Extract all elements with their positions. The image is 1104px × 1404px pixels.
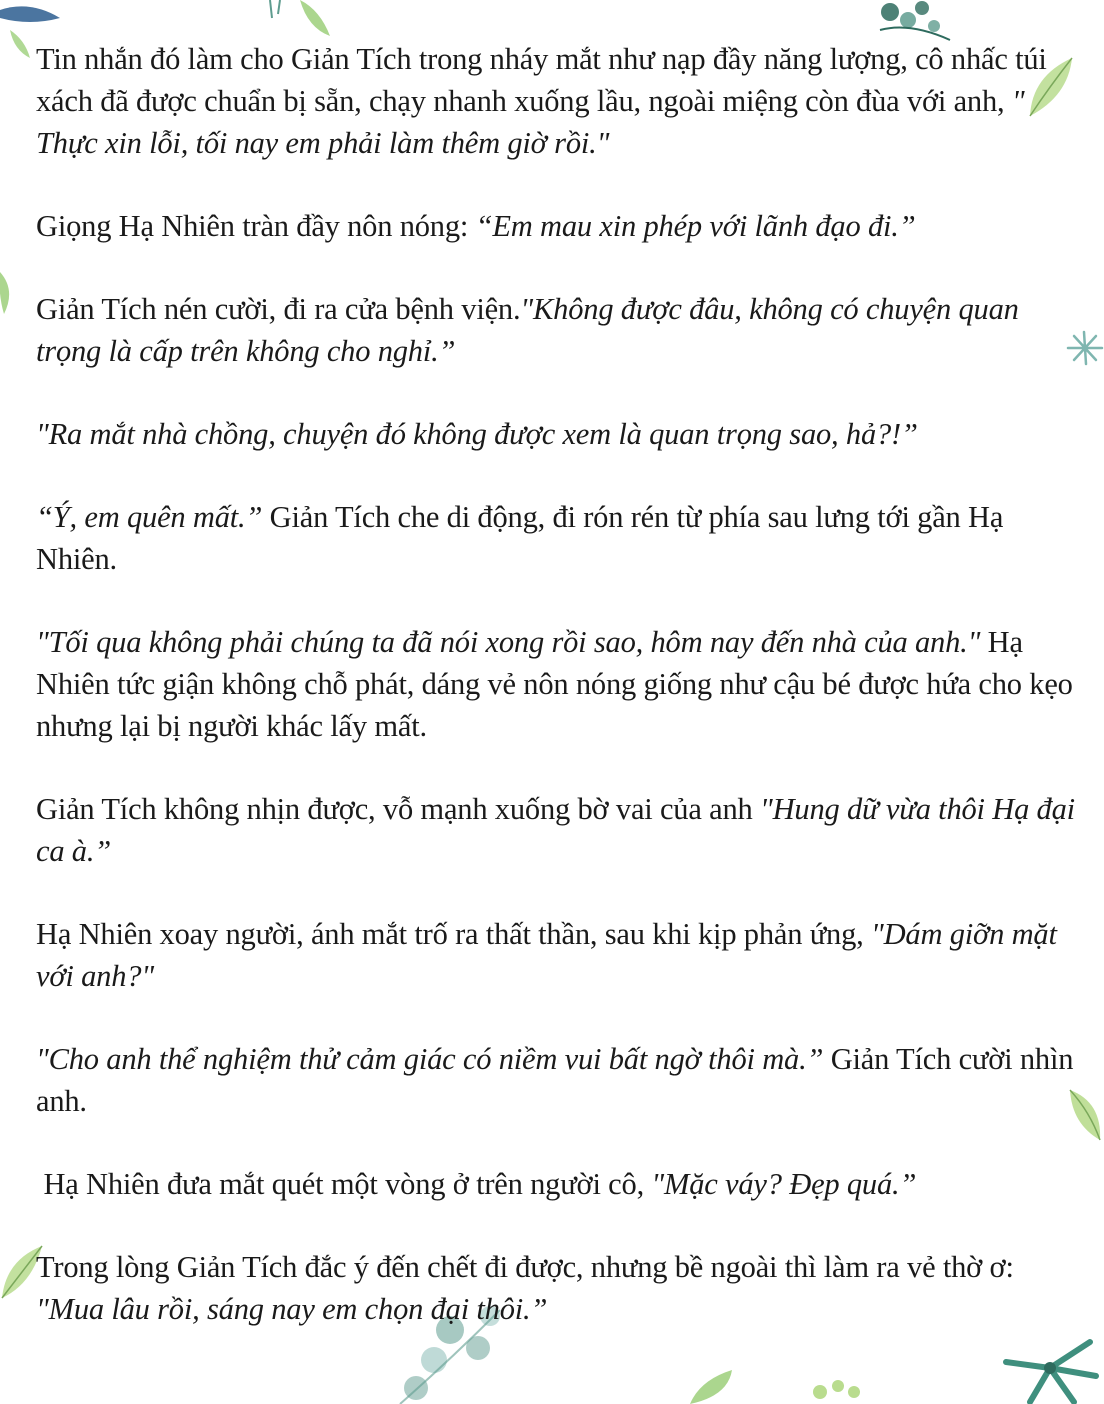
narration-text: Hạ Nhiên đưa mắt quét một vòng ở trên người cô, [36, 1167, 652, 1201]
story-paragraph [36, 1163, 1076, 1205]
story-paragraph [36, 496, 1076, 580]
story-paragraph [36, 38, 1076, 164]
story-paragraph [36, 1038, 1081, 1122]
narration-text: Giản Tích không nhịn được, vỗ mạnh xuống bờ vai của anh [36, 792, 760, 826]
narration-text: Tin nhắn đó làm cho Giản Tích trong nháy mắt như nạp đầy năng lượng, cô nhấc túi xách đã được chuẩn bị sẵn, chạy nhanh xuống lầu, ngoài miệng còn đùa với anh, [36, 42, 1055, 118]
story-paragraph [36, 1246, 1076, 1330]
narration-text: Hạ Nhiên xoay người, ánh mắt trố ra thất thần, sau khi kịp phản ứng, [36, 917, 871, 951]
story-paragraph [36, 413, 1076, 455]
dialogue-text: "Hung dữ vừa thôi Hạ đại ca à.” [36, 792, 1083, 868]
dialogue-text: "Cho anh thể nghiệm thử cảm giác có niềm vui bất ngờ thôi mà.” [36, 1042, 824, 1076]
story-paragraph [36, 205, 1076, 247]
narration-text: Hạ Nhiên tức giận không chỗ phát, dáng vẻ nôn nóng giống như cậu bé được hứa cho kẹo nhưng lại bị người khác lấy mất. [36, 625, 1081, 743]
dialogue-text: "Không được đâu, không có chuyện quan trọng là cấp trên không cho nghỉ.” [36, 292, 1027, 368]
narration-text: Giản Tích che di động, đi rón rén từ phía sau lưng tới gần Hạ Nhiên. [36, 500, 1011, 576]
dialogue-text: " Thực xin lỗi, tối nay em phải làm thêm giờ rồi." [36, 84, 1032, 160]
story-text [36, 38, 1083, 1371]
leaf-top-center-icon [250, 0, 340, 40]
narration-text: Trong lòng Giản Tích đắc ý đến chết đi được, nhưng bề ngoài thì làm ra vẻ thờ ơ: [36, 1250, 1022, 1284]
dialogue-text: “Em mau xin phép với lãnh đạo đi.” [475, 209, 916, 243]
dialogue-text: “Ý, em quên mất.” [36, 500, 263, 534]
dialogue-text: "Mặc váy? Đẹp quá.” [651, 1167, 917, 1201]
narration-text: Giản Tích cười nhìn anh. [36, 1042, 1081, 1118]
story-paragraph [36, 913, 1076, 997]
narration-text: Giọng Hạ Nhiên tràn đầy nôn nóng: [36, 209, 476, 243]
narration-text: Giản Tích nén cười, đi ra cửa bệnh viện. [36, 292, 521, 326]
leaf-left-upper-icon [0, 270, 18, 316]
story-paragraph [36, 288, 1076, 372]
story-paragraph [36, 621, 1081, 747]
dialogue-text: "Ra mắt nhà chồng, chuyện đó không được xem là quan trọng sao, hả?!” [36, 417, 918, 451]
dialogue-text: "Tối qua không phải chúng ta đã nói xong rồi sao, hôm nay đến nhà của anh." [36, 625, 981, 659]
dialogue-text: "Mua lâu rồi, sáng nay em chọn đại thôi.” [36, 1292, 548, 1326]
dialogue-text: "Dám giỡn mặt với anh?" [36, 917, 1065, 993]
story-paragraph [36, 788, 1083, 872]
